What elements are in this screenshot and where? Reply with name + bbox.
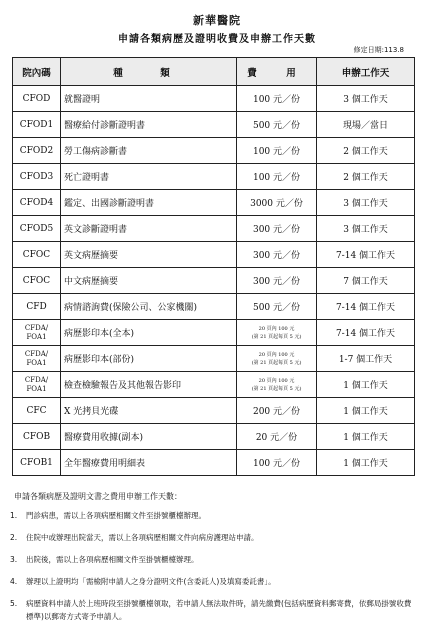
cell-type: 中文病歷摘要 [61,268,237,294]
table-row [13,398,415,424]
cell-days: 7-14 個工作天 [317,294,415,320]
cell-code: CFD [13,294,61,320]
table-body [13,86,415,476]
cell-type: 全年醫療費用明細表 [61,450,237,476]
cell-code: CFOD2 [13,138,61,164]
cell-type: 醫療費用收據(副本) [61,424,237,450]
cell-type: 醫療給付診斷證明書 [61,112,237,138]
cell-code: CFOC [13,242,61,268]
cell-fee: 300 元／份 [237,242,317,268]
note-item [0,575,418,588]
column-header-type: 種 類 [61,58,237,86]
cell-code: CFOD [13,86,61,112]
table-row [13,372,415,398]
cell-days: 1 個工作天 [317,424,415,450]
cell-code-line2: FOA1 [26,358,47,367]
cell-type: 勞工傷病診斷書 [61,138,237,164]
cell-fee [237,346,317,372]
cell-code: CFC [13,398,61,424]
cell-fee-line2: (第 21 頁起每頁 5 元) [251,333,302,340]
table-header-row [13,58,415,86]
note-number: 3. [10,555,18,564]
cell-fee: 300 元／份 [237,268,317,294]
column-header-days: 申辦工作天 [317,58,415,86]
cell-fee: 100 元／份 [237,138,317,164]
cell-fee: 20 元／份 [237,424,317,450]
cell-days: 7-14 個工作天 [317,242,415,268]
revision-date: 修定日期:113.8 [353,46,404,54]
cell-type: 鑑定、出國診斷證明書 [61,190,237,216]
cell-fee [237,320,317,346]
cell-fee [237,372,317,398]
cell-code: CFOC [13,268,61,294]
cell-fee-line1: 20 頁內 100 元 [258,325,295,332]
note-item [0,531,418,544]
cell-days: 1 個工作天 [317,372,415,398]
note-text: 辦理以上證明均「需檢附申請人之身分證明文件(含委託人)及填寫委託書」。 [26,577,276,586]
table-row [13,450,415,476]
cell-code: CFOD3 [13,164,61,190]
cell-type: 英文病歷摘要 [61,242,237,268]
cell-fee-line2: (第 21 頁起每頁 5 元) [251,359,302,366]
cell-type: 病歷影印本(部份) [61,346,237,372]
cell-code: CFOD1 [13,112,61,138]
cell-type: 死亡證明書 [61,164,237,190]
cell-fee: 100 元／份 [237,86,317,112]
cell-days: 3 個工作天 [317,216,415,242]
cell-code-line1: CFDA/ [24,375,49,384]
cell-code-line1: CFDA/ [24,349,49,358]
cell-days: 7-14 個工作天 [317,320,415,346]
cell-fee: 100 元／份 [237,164,317,190]
cell-code-line2: FOA1 [26,332,47,341]
note-number: 2. [10,533,18,542]
cell-days: 7 個工作天 [317,268,415,294]
cell-code: CFOD4 [13,190,61,216]
note-number: 1. [10,511,18,520]
page-title: 新華醫院 [193,14,241,27]
cell-fee: 500 元／份 [237,294,317,320]
cell-type: X 光拷貝光碟 [61,398,237,424]
cell-type: 病情諮詢費(保險公司、公家機關) [61,294,237,320]
cell-code: CFOB [13,424,61,450]
note-item [0,553,418,566]
note-item [0,597,418,623]
cell-days: 3 個工作天 [317,86,415,112]
cell-fee: 3000 元／份 [237,190,317,216]
cell-code [13,346,61,372]
table-row [13,86,415,112]
table-row [13,112,415,138]
table-row [13,164,415,190]
note-text: 住院中或辦理出院當天，需以上各項病歷相關文件向病房護理站申請。 [26,533,259,542]
cell-code-line2: FOA1 [26,384,47,393]
cell-type: 病歷影印本(全本) [61,320,237,346]
table-row [13,138,415,164]
cell-days: 3 個工作天 [317,190,415,216]
notes-list [0,509,418,632]
notes-heading: 申請各類病歷及證明文書之費用申辦工作天數： [14,492,182,501]
page-subtitle: 申請各類病歷及證明收費及申辦工作天數 [118,34,316,45]
cell-fee-line1: 20 頁內 100 元 [258,377,295,384]
fee-table [12,57,415,476]
cell-fee-line2: (第 21 頁起每頁 5 元) [251,385,302,392]
cell-days: 2 個工作天 [317,138,415,164]
column-header-fee: 費 用 [237,58,317,86]
table-row [13,190,415,216]
note-item [0,509,418,522]
cell-fee: 200 元／份 [237,398,317,424]
table-row [13,320,415,346]
table-row [13,346,415,372]
cell-code [13,372,61,398]
cell-code: CFOD5 [13,216,61,242]
cell-fee-line1: 20 頁內 100 元 [258,351,295,358]
note-text: 門診病患，需以上各項病歷相關文件至掛號櫃檯辦理。 [26,511,206,520]
cell-days: 1-7 個工作天 [317,346,415,372]
cell-fee: 100 元／份 [237,450,317,476]
table-row [13,294,415,320]
note-number: 4. [10,577,18,586]
table-row [13,424,415,450]
cell-days: 1 個工作天 [317,450,415,476]
cell-type: 檢查檢驗報告及其他報告影印 [61,372,237,398]
note-number: 5. [10,599,18,608]
table-row [13,242,415,268]
note-text: 病歷資料申請人於上班時段至掛號櫃檯領取，若申請人無法取件時，請先繳費(包括病歷資料郵寄費，依郵局掛號收費標準)以郵寄方式寄予申請人。 [26,599,412,621]
cell-fee: 500 元／份 [237,112,317,138]
table-row [13,216,415,242]
cell-code: CFOB1 [13,450,61,476]
cell-fee: 300 元／份 [237,216,317,242]
cell-days: 1 個工作天 [317,398,415,424]
cell-days: 2 個工作天 [317,164,415,190]
cell-code [13,320,61,346]
note-text: 出院後，需以上各項病歷相關文件至掛號櫃檯辦理。 [26,555,199,564]
column-header-code: 院內碼 [13,58,61,86]
cell-days: 現場／當日 [317,112,415,138]
cell-type: 英文診斷證明書 [61,216,237,242]
cell-code-line1: CFDA/ [24,323,49,332]
table-row [13,268,415,294]
cell-type: 就醫證明 [61,86,237,112]
